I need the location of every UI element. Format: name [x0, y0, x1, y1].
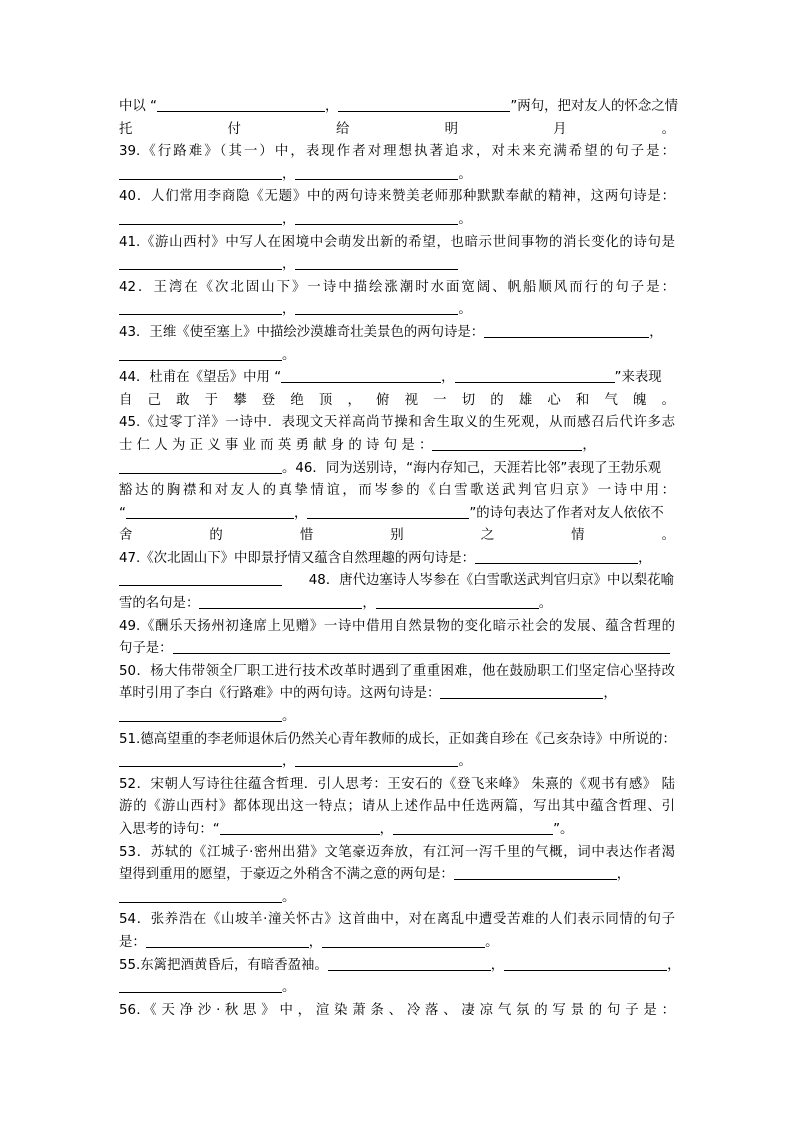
answer-blank[interactable]	[119, 300, 282, 315]
text-line	[119, 864, 675, 887]
answer-blank[interactable]	[119, 165, 282, 180]
text-line	[119, 525, 675, 548]
separator-comma: ，	[649, 324, 663, 340]
answer-blank[interactable]	[440, 684, 603, 699]
separator-comma: ，	[293, 505, 308, 521]
text-line	[119, 977, 675, 1000]
text-line	[119, 842, 675, 865]
line-prefix: 革时引用了李白《行路难》中的两句诗。这两句诗是：	[119, 686, 441, 702]
answer-blank[interactable]	[328, 956, 491, 971]
text-line	[119, 412, 675, 435]
separator-comma: ，	[603, 686, 617, 702]
answer-blank[interactable]	[119, 255, 282, 270]
text-line	[119, 345, 675, 368]
text-line	[119, 796, 675, 819]
answer-blank[interactable]	[199, 594, 362, 609]
answer-blank[interactable]	[220, 820, 380, 835]
answer-blank[interactable]	[454, 865, 617, 880]
line-suffix: 。	[458, 211, 472, 227]
answer-blank[interactable]	[173, 639, 670, 654]
answer-blank[interactable]	[295, 752, 458, 767]
line-suffix: ”。	[553, 822, 574, 837]
document-page	[119, 96, 681, 1022]
text-line	[119, 390, 675, 413]
separator-comma: ，	[490, 957, 505, 973]
line-prefix: 望得到重用的愿望，于豪迈之外稍含不满之意的两句是：	[119, 867, 454, 883]
separator-comma: ，	[582, 437, 596, 453]
answer-blank[interactable]	[393, 820, 553, 835]
answer-blank[interactable]	[295, 165, 458, 180]
line-suffix: 。	[282, 347, 296, 363]
text-line	[119, 119, 675, 142]
line-suffix: ”来表现	[614, 370, 662, 386]
answer-blank[interactable]	[504, 956, 667, 971]
line-text: 52．宋朝人写诗往往蕴含哲理．引人思考：王安石的《登飞来峰》 朱熹的《观书有感》 陆	[119, 776, 675, 792]
line-prefix: 44．杜甫在《望岳》中用 “	[119, 370, 282, 386]
line-text: 42．王湾在《次北固山下》一诗中描绘涨潮时水面宽阔、帆船顺风而行的句子是：	[119, 279, 675, 295]
answer-blank[interactable]	[119, 888, 282, 903]
answer-blank[interactable]	[376, 594, 539, 609]
line-suffix: ”两句，把对友人的怀念之情	[510, 99, 678, 114]
line-prefix: “	[119, 505, 126, 521]
line-text: 51.德高望重的李老师退休后仍然关心青年教师的成长，正如龚自珍在《己亥杂诗》中所说的：	[119, 731, 676, 747]
text-line	[119, 503, 675, 526]
separator-comma: ，	[379, 822, 394, 837]
line-text: 41.《游山西村》中写人在困境中会萌发出新的希望，也暗示世间事物的消长变化的诗句是	[119, 234, 675, 250]
text-line	[119, 435, 675, 458]
text-line	[119, 186, 675, 209]
text-line	[119, 141, 675, 164]
answer-blank[interactable]	[338, 97, 510, 112]
separator-comma: ，	[324, 99, 339, 114]
line-suffix: 。	[458, 754, 472, 770]
line-text: 56．《 天 净 沙 · 秋 思 》 中 ， 渲 染 萧 条 、 冷 落 、 凄 凉 气 氛 的 写 景 的 句 子 是 ：	[119, 1002, 675, 1018]
line-text: 39.《行路难》（其一）中，表现作者对理想执著追求，对未来充满希望的句子是：	[119, 144, 675, 160]
answer-blank[interactable]	[119, 978, 282, 993]
line-text: 50．杨大伟带领全厂职工进行技术改革时遇到了重重困难，他在鼓励职工们坚定信心坚持改	[119, 663, 675, 679]
answer-blank[interactable]	[126, 504, 294, 519]
line-prefix: 句子是：	[119, 641, 173, 657]
answer-blank[interactable]	[475, 549, 638, 564]
answer-blank[interactable]	[307, 504, 469, 519]
answer-blank[interactable]	[484, 323, 649, 338]
line-text: 自己敢于攀登绝顶，俯视一切的雄心和气魄。	[119, 392, 675, 408]
answer-blank[interactable]	[119, 707, 282, 722]
text-line	[119, 277, 675, 300]
answer-blank[interactable]	[295, 255, 458, 270]
text-line	[119, 458, 675, 481]
text-line	[119, 1000, 675, 1023]
line-text: 45.《过零丁洋》一诗中．表现文天祥高尚节操和舍生取义的生死观，从而感召后代许多志	[119, 415, 675, 431]
line-text: 49.《酬乐天扬州初逢席上见赠》一诗中借用自然景物的变化暗示社会的发展、蕴含哲理的	[119, 618, 675, 634]
text-line	[119, 299, 675, 322]
text-line	[119, 706, 675, 729]
line-text: 游的《游山西村》都体现出这一特点；请从上述作品中任选两篇，写出其中蕴含哲理、引	[119, 799, 675, 815]
separator-comma: ，	[282, 166, 296, 182]
line-suffix: 。46．同为送别诗，“海内存知己，天涯若比邻”表现了王勃乐观	[282, 460, 662, 476]
answer-blank[interactable]	[119, 210, 282, 225]
separator-comma: ，	[282, 211, 296, 227]
line-text: 舍的惜别之情。	[119, 528, 675, 544]
text-line	[119, 774, 675, 797]
text-line	[119, 96, 678, 119]
line-prefix: 是：	[119, 934, 146, 950]
line-suffix: 。	[485, 934, 499, 950]
line-suffix: ”的诗句表达了作者对友人依依不	[469, 505, 664, 521]
separator-comma: ，	[282, 302, 296, 318]
line-prefix: 55.东篱把酒黄昏后，有暗香盈袖。	[119, 957, 328, 973]
line-suffix: 。	[458, 302, 472, 318]
line-text: 40．人们常用李商隐《无题》中的两句诗来赞美老师那种默默奉献的精神，这两句诗是：	[119, 189, 675, 205]
text-line	[119, 548, 675, 571]
text-line	[119, 616, 675, 639]
answer-blank[interactable]	[432, 436, 582, 451]
answer-blank[interactable]	[157, 97, 325, 112]
line-suffix: 。	[282, 709, 296, 725]
line-suffix: 。	[282, 980, 296, 996]
answer-blank[interactable]	[119, 459, 282, 474]
line-text: 豁达的胸襟和对友人的真挚情谊，而岑参的《白雪歌送武判官归京》一诗中用：	[119, 483, 675, 499]
answer-blank[interactable]	[322, 933, 485, 948]
separator-comma: ，	[638, 550, 652, 566]
separator-comma: ，	[282, 257, 296, 273]
text-line	[119, 683, 675, 706]
text-line	[119, 164, 675, 187]
line-prefix: 士 仁 人 为 正 义 事 业 而 英 勇 献 身 的 诗 句 是 ：	[119, 437, 433, 453]
answer-blank[interactable]	[119, 752, 282, 767]
line-text: 托付给明月。	[119, 121, 675, 137]
line-prefix: 雪的名句是：	[119, 596, 200, 612]
text-line	[119, 819, 675, 842]
text-line	[119, 570, 675, 593]
line-suffix: 。	[282, 889, 296, 905]
text-line	[119, 209, 675, 232]
answer-blank[interactable]	[455, 368, 615, 383]
answer-blank[interactable]	[146, 933, 309, 948]
text-line	[119, 638, 675, 661]
separator-comma: ，	[362, 596, 376, 612]
separator-comma: ，	[616, 867, 631, 883]
line-text: 54．张养浩在《山坡羊·潼关怀古》这首曲中，对在离乱中遭受苦难的人们表示同情的句子	[119, 912, 675, 928]
answer-blank[interactable]	[295, 210, 458, 225]
text-line	[119, 232, 675, 255]
answer-blank[interactable]	[119, 571, 282, 586]
text-line	[119, 729, 675, 752]
separator-comma: ，	[282, 754, 296, 770]
line-suffix: 48．唐代边塞诗人岑参在《白雪歌送武判官归京》中以梨花喻	[282, 573, 674, 589]
text-line	[119, 322, 675, 345]
text-line	[119, 751, 675, 774]
line-suffix: 。	[538, 596, 553, 612]
text-line	[119, 254, 675, 277]
text-line	[119, 661, 675, 684]
line-prefix: 中以 “	[119, 99, 157, 114]
text-line	[119, 955, 681, 978]
text-line	[119, 367, 675, 390]
line-suffix: ，	[667, 957, 681, 973]
answer-blank[interactable]	[281, 368, 441, 383]
line-suffix: 。	[458, 166, 472, 182]
text-line	[119, 593, 675, 616]
line-prefix: 入思考的诗句：“	[119, 822, 220, 837]
separator-comma: ，	[308, 934, 323, 950]
text-line	[119, 480, 675, 503]
line-text: 53．苏轼的《江城子·密州出猎》文笔豪迈奔放，有江河一泻千里的气概，词中表达作者渴	[119, 844, 675, 860]
answer-blank[interactable]	[295, 300, 458, 315]
line-prefix: 47.《次北固山下》中即景抒情又蕴含自然理趣的两句诗是：	[119, 550, 476, 566]
text-line	[119, 909, 675, 932]
line-prefix: 43．王维《使至塞上》中描绘沙漠雄奇壮美景色的两句诗是：	[119, 324, 485, 340]
separator-comma: ，	[441, 370, 455, 386]
answer-blank[interactable]	[119, 346, 282, 361]
text-line	[119, 932, 675, 955]
text-line	[119, 887, 675, 910]
